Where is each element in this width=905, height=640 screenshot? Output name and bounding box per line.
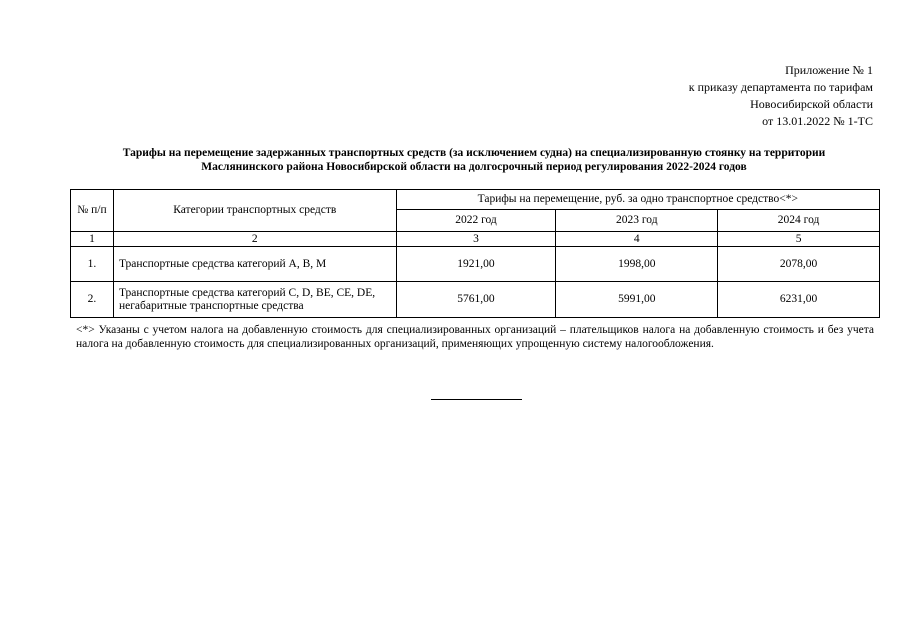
- footnote: <*> Указаны с учетом налога на добавленную стоимость для специализированных организаций – плательщиков налога на добавленную стоимость и без учета налога на добавленную стоимость для специализированных организаций, применяющих упрощенную систему налогообложения.: [76, 324, 874, 350]
- document-title: [70, 146, 878, 174]
- row-value: 1998,00: [556, 247, 718, 282]
- table-header-row: [71, 190, 880, 210]
- row-value: 1921,00: [396, 247, 556, 282]
- header-num: № п/п: [71, 190, 114, 232]
- row-value: 5991,00: [556, 282, 718, 318]
- header-tariffs: Тарифы на перемещение, руб. за одно транспортное средство<*>: [396, 190, 879, 210]
- appendix-line: Приложение № 1: [785, 63, 873, 77]
- title-line-1: Тарифы на перемещение задержанных транспортных средств (за исключением судна) на специализированную стоянку на территории: [122, 147, 826, 159]
- column-number: 1: [71, 232, 114, 247]
- row-value: 5761,00: [396, 282, 556, 318]
- row-value: 2078,00: [718, 247, 880, 282]
- header-category: Категории транспортных средств: [113, 190, 396, 232]
- table-row: [71, 247, 880, 282]
- column-numbers-row: [71, 232, 880, 247]
- column-number: 5: [718, 232, 880, 247]
- row-num: 2.: [71, 282, 114, 318]
- row-category: Транспортные средства категорий C, D, BE, CE, DE, негабаритные транспортные средства: [113, 282, 396, 318]
- column-number: 2: [113, 232, 396, 247]
- column-number: 4: [556, 232, 718, 247]
- appendix-line: к приказу департамента по тарифам: [688, 80, 873, 94]
- appendix-header: [689, 62, 873, 130]
- separator-line: [431, 399, 522, 400]
- row-category: Транспортные средства категорий А, B, M: [113, 247, 396, 282]
- row-num: 1.: [71, 247, 114, 282]
- tariff-table: [70, 189, 880, 318]
- header-year: 2023 год: [556, 210, 718, 232]
- row-value: 6231,00: [718, 282, 880, 318]
- appendix-line: Новосибирской области: [750, 97, 873, 111]
- table-row: [71, 282, 880, 318]
- header-year: 2024 год: [718, 210, 880, 232]
- header-year: 2022 год: [396, 210, 556, 232]
- title-line-2: Маслянинского района Новосибирской области на долгосрочный период регулирования 2022-2024 годов: [201, 161, 747, 173]
- column-number: 3: [396, 232, 556, 247]
- appendix-line: от 13.01.2022 № 1-ТС: [762, 114, 873, 128]
